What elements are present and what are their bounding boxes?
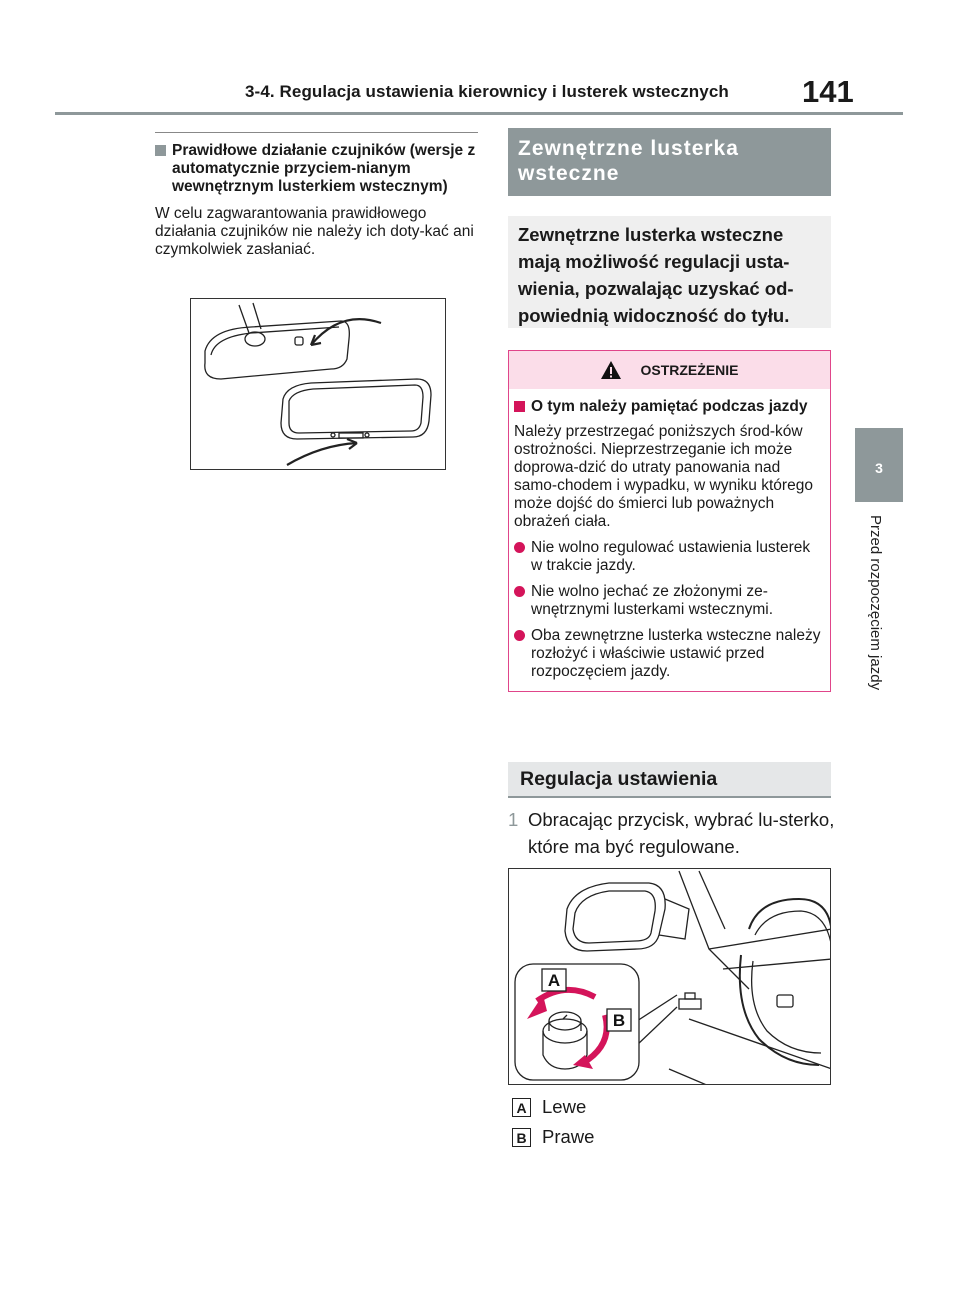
running-header: 3-4. Regulacja ustawienia kierownicy i lusterek wstecznych <box>245 82 729 101</box>
warning-box <box>508 350 831 692</box>
intro-box: Zewnętrzne lusterka wsteczne mają możliwość regulacji usta-wienia, pozwalając uzyskać od-powiednią widoczność do tyłu. <box>508 216 831 328</box>
square-bullet-icon <box>514 401 525 412</box>
legend-label-a: Lewe <box>542 1096 587 1117</box>
bullet-dot-icon <box>514 542 525 553</box>
warning-label: OSTRZEŻENIE <box>640 362 739 378</box>
warning-item <box>514 539 825 575</box>
warning-item-text: Nie wolno regulować ustawienia lusterek w trakcie jazdy. <box>531 539 811 574</box>
warning-triangle-icon <box>600 360 622 380</box>
legend-item-a <box>512 1096 586 1118</box>
warning-item <box>514 583 825 619</box>
bullet-dot-icon <box>514 586 525 597</box>
warning-heading-text: O tym należy pamiętać podczas jazdy <box>531 398 808 415</box>
adjustment-banner: Regulacja ustawienia <box>508 762 831 798</box>
warning-item <box>514 627 825 681</box>
step-number: 1 <box>508 809 519 830</box>
legend-key-b: B <box>512 1128 531 1147</box>
warning-heading <box>514 398 825 416</box>
warning-header <box>509 351 830 389</box>
step-1 <box>508 806 838 860</box>
legend-key-a: A <box>512 1098 531 1117</box>
warning-item-text: Nie wolno jechać ze złożonymi ze-wnętrznymi lusterkami wstecznymi. <box>531 583 774 618</box>
chapter-label: Przed rozpoczęciem jazdy <box>867 515 884 691</box>
figure-label-a: A <box>547 971 561 990</box>
mirror-sensor-diagram <box>191 299 447 471</box>
bullet-dot-icon <box>514 630 525 641</box>
sensor-heading <box>155 142 478 196</box>
inner-mirror-illustration <box>190 298 446 470</box>
warning-body <box>509 389 830 691</box>
sensor-section <box>155 132 478 259</box>
outer-mirror-section <box>508 128 831 692</box>
legend-item-b <box>512 1126 594 1148</box>
mirror-switch-diagram <box>509 869 831 1085</box>
legend-label-b: Prawe <box>542 1126 595 1147</box>
sensor-body: W celu zagwarantowania prawidłowego działania czujników nie należy ich doty-kać ani czymkolwiek zasłaniać. <box>155 205 474 258</box>
warning-item-text: Oba zewnętrzne lusterka wsteczne należy rozłożyć i właściwie ustawić przed rozpoczęciem jazdy. <box>531 627 821 680</box>
section-banner: Zewnętrzne lusterka wsteczne <box>508 128 831 196</box>
square-bullet-icon <box>155 145 166 156</box>
figure-label-b: B <box>612 1011 626 1030</box>
mirror-switch-illustration <box>508 868 831 1085</box>
warning-body-text: Należy przestrzegać poniższych środ-ków ostrożności. Nieprzestrzeganie ich może doprowa-dzić do utraty panowania nad samo-chodem i wypadku, w wyniku którego może dojść do śmierci lub poważnych obrażeń ciała. <box>514 423 813 530</box>
sensor-heading-text: Prawidłowe działanie czujników (wersje z automatycznie przyciem-nianym wewnętrznym lusterkiem wstecznym) <box>172 142 476 195</box>
chapter-tab: 3 <box>855 428 903 502</box>
section-rule <box>155 132 478 133</box>
header-rule <box>55 112 903 115</box>
page-number: 141 <box>802 74 854 109</box>
step-text: Obracając przycisk, wybrać lu-sterko, które ma być regulowane. <box>528 809 835 857</box>
